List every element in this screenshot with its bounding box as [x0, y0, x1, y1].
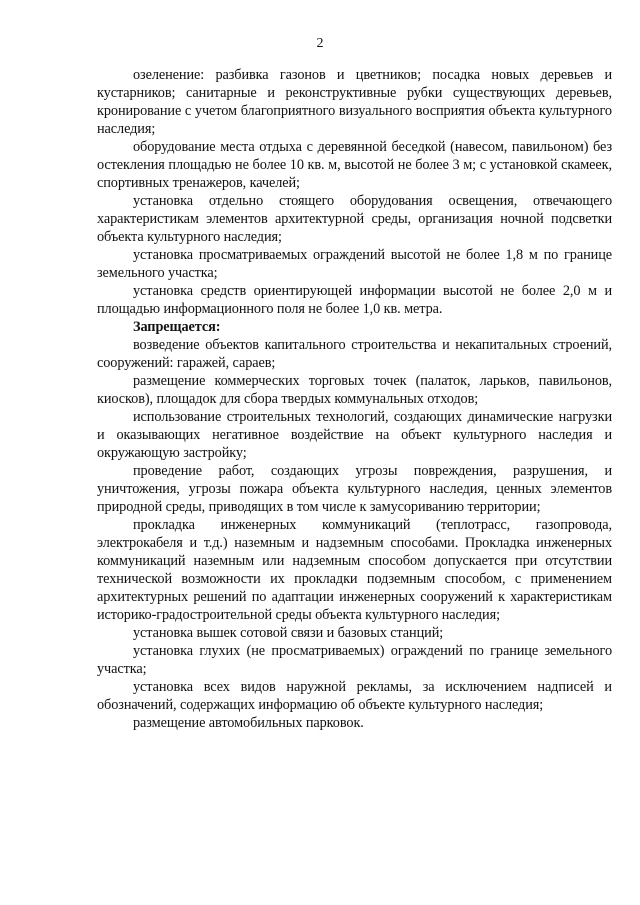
forbidden-item: возведение объектов капитального строительства и некапитальных строений, сооружений: гаражей, сараев;: [97, 337, 612, 371]
page-number: 2: [316, 36, 324, 51]
document-body: [97, 66, 612, 732]
forbidden-item: использование строительных технологий, создающих динамические нагрузки и оказывающих негативное воздействие на объект культурного наследия и окружающую застройку;: [97, 409, 612, 461]
forbidden-heading: Запрещается:: [133, 319, 221, 335]
forbidden-item: размещение автомобильных парковок.: [133, 715, 364, 731]
forbidden-item: установка всех видов наружной рекламы, за исключением надписей и обозначений, содержащих информацию об объекте культурного наследия;: [97, 679, 612, 713]
forbidden-item: размещение коммерческих торговых точек (палаток, ларьков, павильонов, киосков), площадок для сбора твердых коммунальных отходов;: [97, 373, 612, 407]
forbidden-item: установка глухих (не просматриваемых) ограждений по границе земельного участка;: [97, 643, 612, 677]
paragraph-gazebo: оборудование места отдыха с деревянной беседкой (навесом, павильоном) без остекления площадью не более 10 кв. м, высотой не более 3 м; с установкой скамеек, спортивных тренажеров, качелей;: [97, 139, 612, 191]
forbidden-item: проведение работ, создающих угрозы повреждения, разрушения, и уничтожения, угрозы пожара объекта культурного наследия, ценных элементов природной среды, приводящих в том числе к замусориванию территории;: [97, 463, 612, 515]
forbidden-item: установка вышек сотовой связи и базовых станций;: [133, 625, 444, 641]
paragraph-fencing: установка просматриваемых ограждений высотой не более 1,8 м по границе земельного участка;: [97, 247, 612, 281]
paragraph-lighting: установка отдельно стоящего оборудования освещения, отвечающего характеристикам элементов архитектурной среды, организация ночной подсветки объекта культурного наследия;: [97, 193, 612, 245]
forbidden-item: прокладка инженерных коммуникаций (теплотрасс, газопровода, электрокабеля и т.д.) наземным и надземным способами. Прокладка инженерных коммуникаций наземным или надземным способом допускается при отсутствии технической возможности их прокладки подземным способом, с применением архитектурных решений по адаптации инженерных сооружений к характеристикам историко-градостроительной среды объекта культурного наследия;: [97, 517, 612, 623]
paragraph-landscaping: озеленение: разбивка газонов и цветников; посадка новых деревьев и кустарников; санитарные и реконструктивные рубки существующих деревьев, кронирование с учетом благоприятного визуального восприятия объекта культурного наследия;: [97, 67, 612, 137]
paragraph-signage: установка средств ориентирующей информации высотой не более 2,0 м и площадью информационного поля не более 1,0 кв. метра.: [97, 283, 612, 317]
